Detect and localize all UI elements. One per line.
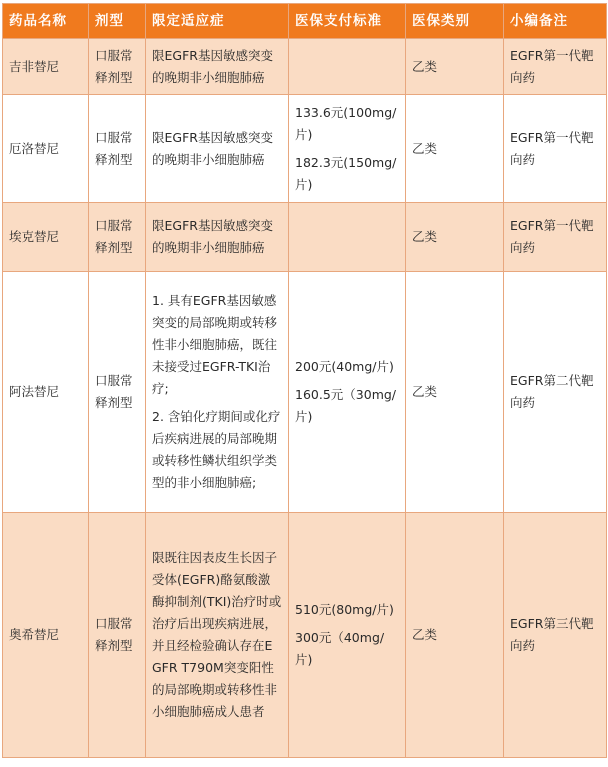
indication-text: 限EGFR基因敏感突变的晚期非小细胞肺癌 (152, 47, 273, 85)
table-row (3, 95, 607, 203)
header-payment-standard: 医保支付标准 (289, 4, 406, 39)
payment-standard-cell (289, 272, 406, 513)
header-drug-name: 药品名称 (3, 4, 89, 39)
price-line: 200元(40mg/片) (295, 359, 394, 374)
payment-standard-cell (289, 203, 406, 272)
insurance-category-cell: 乙类 (406, 272, 504, 513)
indication-cell (146, 513, 289, 758)
editor-note-cell: EGFR第一代靶向药 (504, 39, 607, 95)
indication-text: 1. 具有EGFR基因敏感突变的局部晚期或转移性非小细胞肺癌，既往未接受过EGFR-TKI治疗; (152, 293, 278, 396)
editor-note-cell: EGFR第一代靶向药 (504, 203, 607, 272)
drug-name-cell: 阿法替尼 (3, 272, 89, 513)
dosage-form-cell: 口服常释剂型 (89, 513, 146, 758)
insurance-category-cell: 乙类 (406, 513, 504, 758)
dosage-form-cell: 口服常释剂型 (89, 272, 146, 513)
price-line: 510元(80mg/片) (295, 602, 394, 617)
insurance-category-cell: 乙类 (406, 95, 504, 203)
indication-cell (146, 272, 289, 513)
indication-cell (146, 39, 289, 95)
drug-insurance-table (2, 3, 607, 758)
indication-text: 限既往因表皮生长因子受体(EGFR)酪氨酸激酶抑制剂(TKI)治疗时或治疗后出现疾病进展，并且经检验确认存在EGFR T790M突变阳性的局部晚期或转移性非小细胞肺癌成人患者 (152, 550, 282, 719)
editor-note-cell: EGFR第一代靶向药 (504, 95, 607, 203)
header-row (3, 4, 607, 39)
indication-cell (146, 203, 289, 272)
price-line: 160.5元（30mg/片) (295, 387, 397, 424)
dosage-form-cell: 口服常释剂型 (89, 95, 146, 203)
indication-text: 限EGFR基因敏感突变的晚期非小细胞肺癌 (152, 218, 273, 255)
editor-note-cell: EGFR第二代靶向药 (504, 272, 607, 513)
table-row (3, 513, 607, 758)
table-row (3, 272, 607, 513)
table-row (3, 39, 607, 95)
header-indication: 限定适应症 (146, 4, 289, 39)
table-row (3, 203, 607, 272)
drug-name-cell: 厄洛替尼 (3, 95, 89, 203)
header-editor-note: 小编备注 (504, 4, 607, 39)
indication-text: 限EGFR基因敏感突变的晚期非小细胞肺癌 (152, 129, 273, 167)
price-line: 300元（40mg/片) (295, 630, 385, 667)
drug-name-cell: 埃克替尼 (3, 203, 89, 272)
payment-standard-cell (289, 513, 406, 758)
payment-standard-cell (289, 39, 406, 95)
price-line: 133.6元(100mg/片) (295, 104, 397, 142)
indication-text: 2. 含铂化疗期间或化疗后疾病进展的局部晚期或转移性鳞状组织学类型的非小细胞肺癌; (152, 409, 281, 490)
drug-name-cell: 吉非替尼 (3, 39, 89, 95)
price-line: 182.3元(150mg/片) (295, 154, 397, 192)
indication-cell (146, 95, 289, 203)
editor-note-cell: EGFR第三代靶向药 (504, 513, 607, 758)
insurance-category-cell: 乙类 (406, 39, 504, 95)
payment-standard-cell (289, 95, 406, 203)
header-insurance-category: 医保类别 (406, 4, 504, 39)
header-dosage-form: 剂型 (89, 4, 146, 39)
dosage-form-cell: 口服常释剂型 (89, 39, 146, 95)
drug-name-cell: 奥希替尼 (3, 513, 89, 758)
dosage-form-cell: 口服常释剂型 (89, 203, 146, 272)
insurance-category-cell: 乙类 (406, 203, 504, 272)
